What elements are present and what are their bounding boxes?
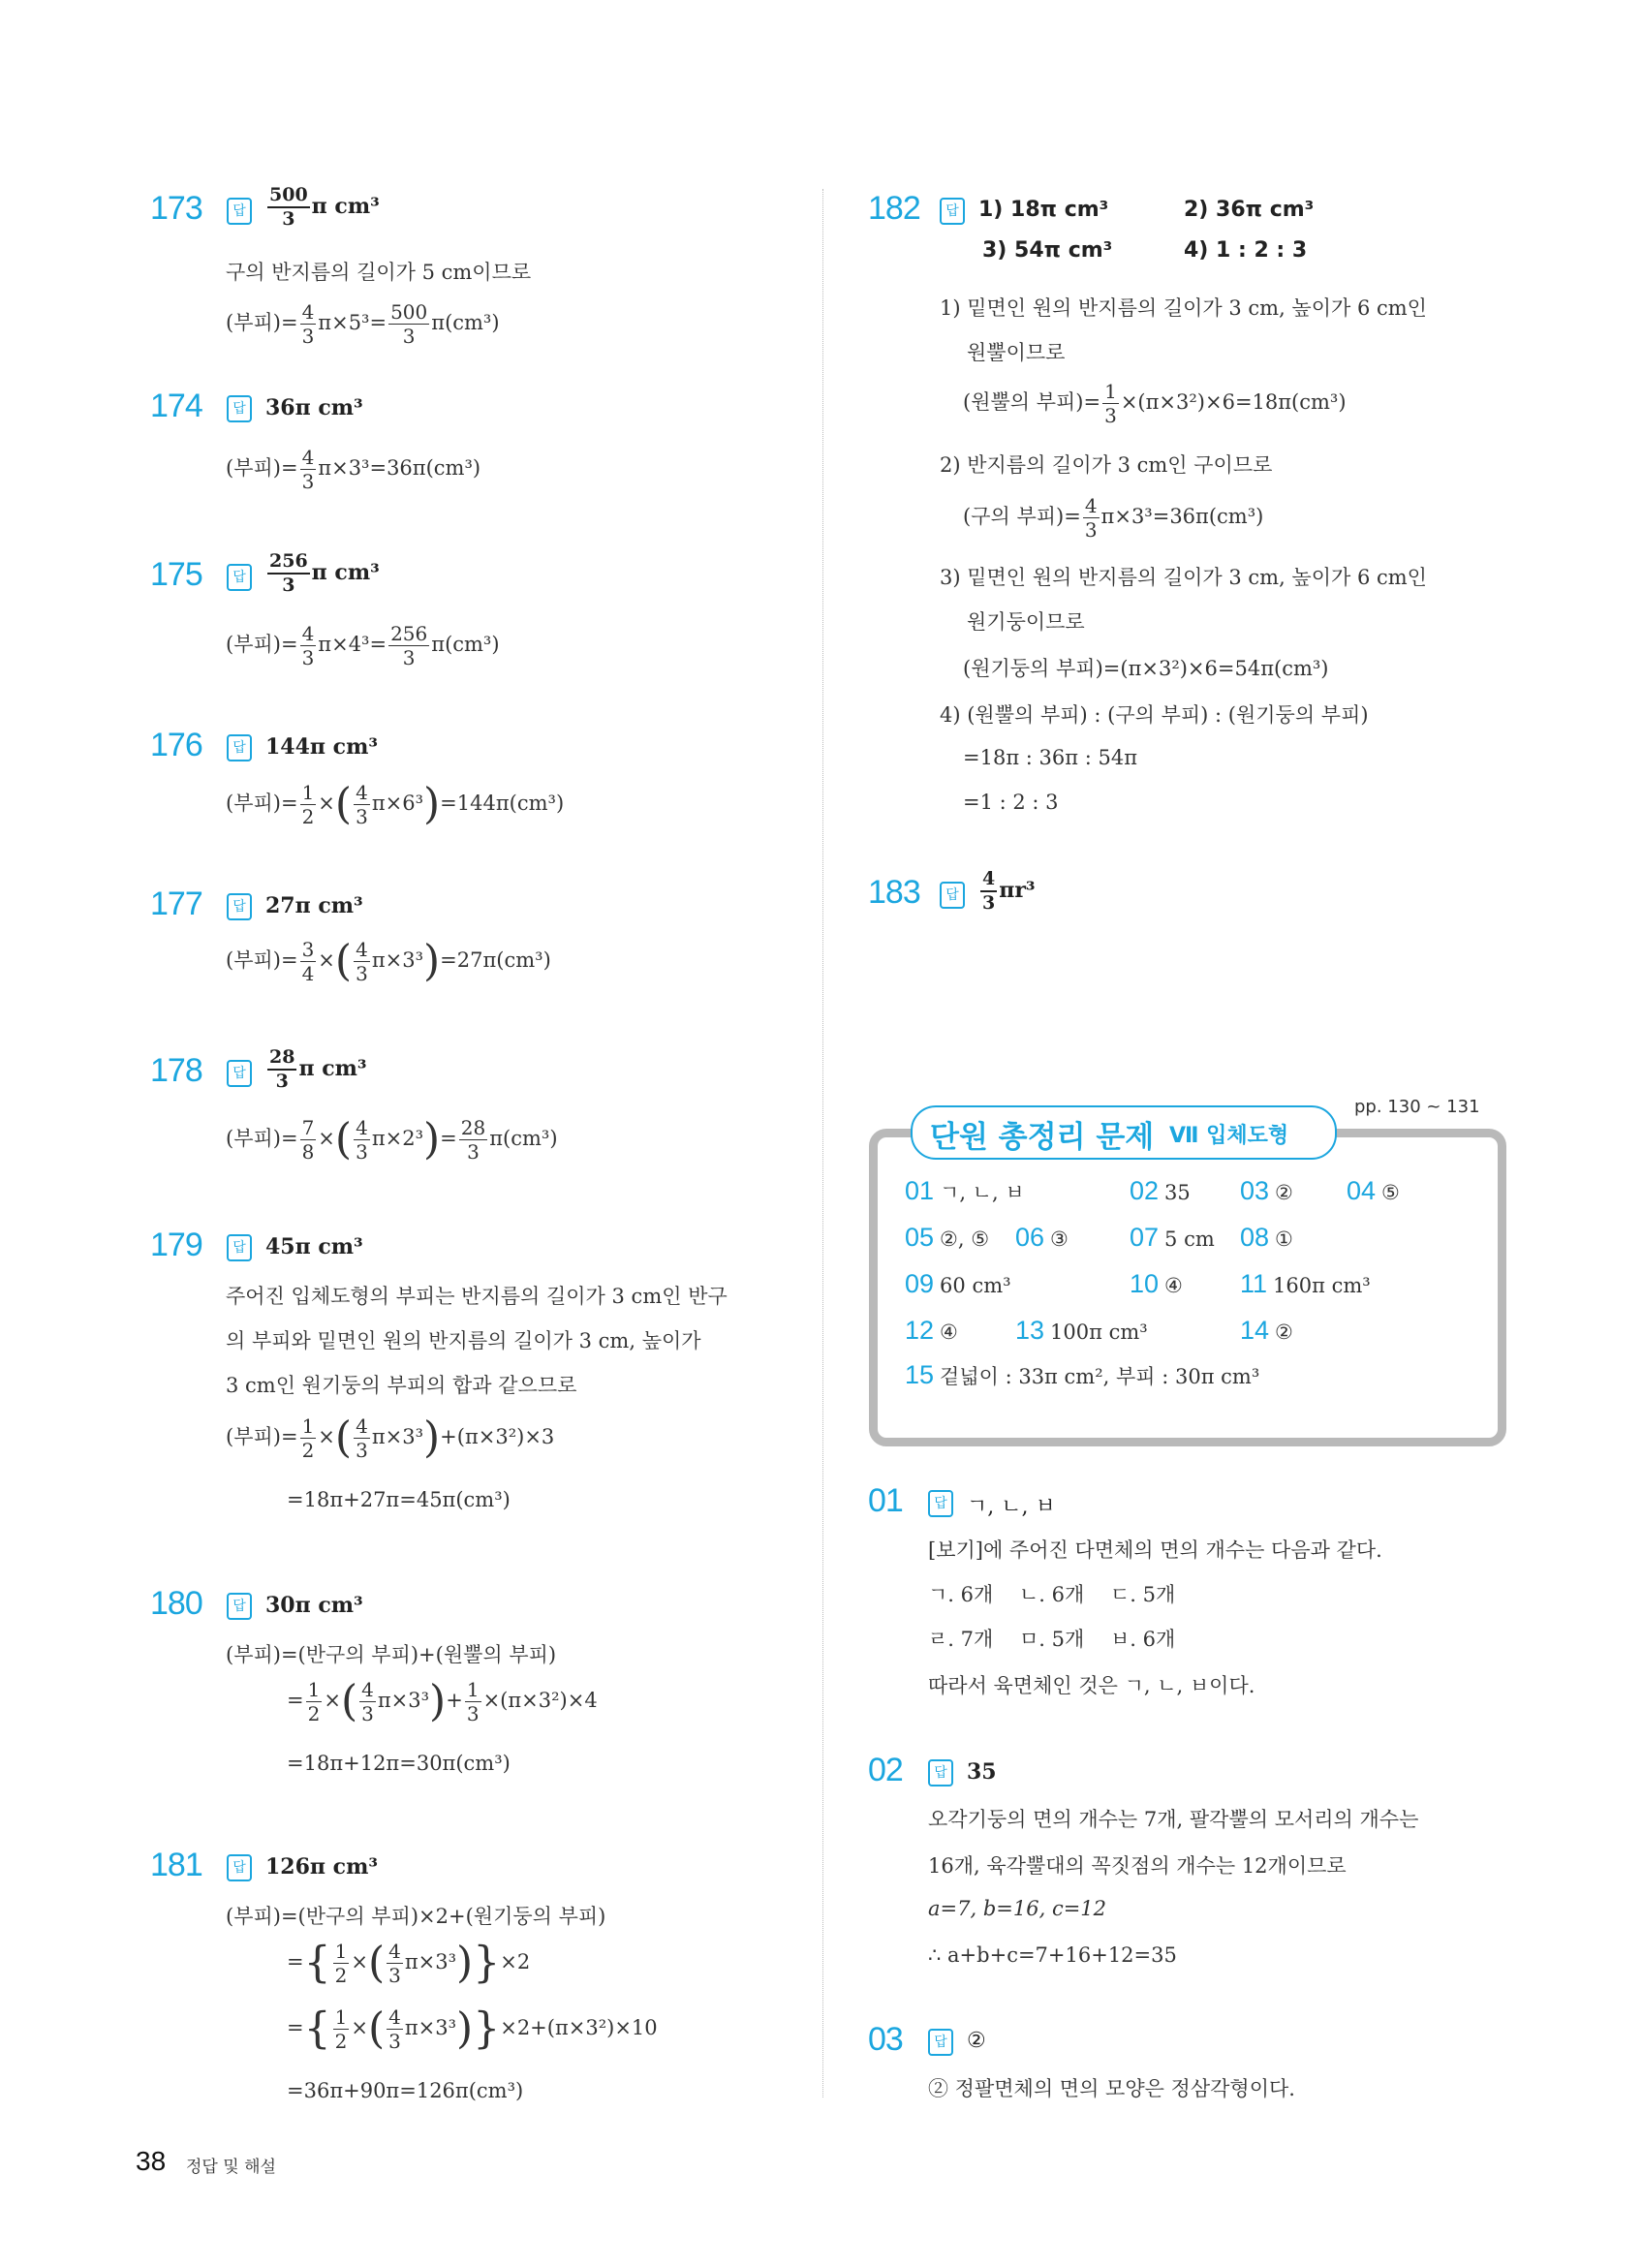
summary-item: 04 ⑤ [1347, 1176, 1400, 1205]
summary-title: 단원 총정리 문제 [930, 1120, 1155, 1155]
solution-line: =18π+12π=30π(cm³) [287, 1752, 511, 1775]
solution-formula: (부피)= $\frac{7}{8}$ ×( $\frac{4}{3}$ π×2³)= $\frac{28}{3}$ π(cm³) [226, 1114, 558, 1165]
solution-formula: (원뿔의 부피)= $\frac{1}{3}$ ×(π×3²)×6=18π(cm³) [963, 380, 1347, 427]
answer-3: 3) 54π cm³ [982, 238, 1113, 263]
summary-item: 05 ②, ⑤ [905, 1223, 990, 1252]
answer: ② [967, 2029, 986, 2053]
summary-item: 03 ② [1240, 1176, 1293, 1205]
answer: $\frac{4}{3}$ πr³ [982, 868, 1036, 914]
solution-line: (부피)=(반구의 부피)+(원뿔의 부피) [226, 1643, 557, 1666]
answer-badge: 답 [227, 1854, 252, 1881]
answer: 36π cm³ [265, 395, 363, 420]
summary-item: 02 35 [1130, 1176, 1191, 1205]
solution-line: =18π : 36π : 54π [963, 746, 1138, 769]
answer: 144π cm³ [265, 734, 378, 760]
solution-line: 4) (원뿔의 부피) : (구의 부피) : (원기둥의 부피) [940, 703, 1369, 727]
summary-item: 08 ① [1240, 1223, 1293, 1252]
solution-line: =36π+90π=126π(cm³) [287, 2079, 524, 2102]
answer-badge: 답 [227, 734, 252, 761]
answer: $\frac{28}{3}$ π cm³ [269, 1046, 367, 1092]
summary-item: 09 60 cm³ [905, 1269, 1011, 1298]
answer-badge: 답 [227, 893, 252, 920]
solution-line: 의 부피와 밑면인 원의 반지름의 길이가 3 cm, 높이가 [226, 1329, 701, 1352]
summary-item: 15 겉넓이 : 33π cm², 부피 : 30π cm³ [905, 1360, 1260, 1389]
summary-item: 06 ③ [1015, 1223, 1069, 1252]
solution-line: ㄹ. 7개 ㅁ. 5개 ㅂ. 6개 [928, 1628, 1176, 1651]
solution-line: ② 정팔면체의 면의 모양은 정삼각형이다. [928, 2077, 1295, 2100]
answer-badge: 답 [928, 1490, 953, 1517]
solution-line: ∴ a+b+c=7+16+12=35 [928, 1943, 1177, 1967]
problem-number: 181 [150, 1847, 202, 1883]
page-range: pp. 130 ~ 131 [1354, 1097, 1480, 1117]
solution-line: =1 : 2 : 3 [963, 791, 1059, 814]
page-number: 38 [136, 2146, 167, 2176]
answer-badge: 답 [928, 2029, 953, 2056]
solution-formula: (부피)= $\frac{4}{3}$ π×5³= $\frac{500}{3}$ π(cm³) [226, 300, 500, 348]
solution-formula: = $\frac{1}{2}$ ×( $\frac{4}{3}$ π×3³)+ $\frac{1}{3}$ ×(π×3²)×4 [287, 1676, 598, 1726]
summary-subtitle: Ⅶ 입체도형 [1169, 1124, 1289, 1148]
answer: 45π cm³ [265, 1234, 363, 1259]
solution-line: ㄱ. 6개 ㄴ. 6개 ㄷ. 5개 [928, 1583, 1176, 1606]
solution-line: 오각기둥의 면의 개수는 7개, 팔각뿔의 모서리의 개수는 [928, 1808, 1419, 1831]
answer: 30π cm³ [265, 1593, 363, 1618]
solution-line: (부피)=(반구의 부피)×2+(원기둥의 부피) [226, 1905, 606, 1928]
summary-item: 07 5 cm [1130, 1223, 1215, 1252]
solution-formula: (구의 부피)= $\frac{4}{3}$ π×3³=36π(cm³) [963, 494, 1264, 542]
solution-line: 16개, 육각뿔대의 꼭짓점의 개수는 12개이므로 [928, 1854, 1347, 1878]
solution-line: 원뿔이므로 [967, 341, 1066, 364]
answer: 27π cm³ [265, 893, 363, 918]
summary-item: 11 160π cm³ [1240, 1269, 1371, 1298]
problem-number: 183 [868, 874, 920, 911]
problem-number: 177 [150, 885, 202, 922]
problem-number: 176 [150, 727, 202, 763]
review-number: 03 [868, 2021, 903, 2058]
solution-line: =18π+27π=45π(cm³) [287, 1488, 511, 1511]
answer: ㄱ, ㄴ, ㅂ [967, 1495, 1056, 1519]
solution-formula: (부피)= $\frac{4}{3}$ π×4³= $\frac{256}{3}$ π(cm³) [226, 622, 500, 669]
answer-badge: 답 [227, 1060, 252, 1087]
answer: $\frac{500}{3}$ π cm³ [269, 184, 380, 230]
problem-number: 175 [150, 556, 202, 593]
review-number: 02 [868, 1752, 903, 1788]
solution-line: 2) 반지름의 길이가 3 cm인 구이므로 [940, 453, 1273, 477]
answer-badge: 답 [928, 1759, 953, 1786]
summary-item: 14 ② [1240, 1316, 1293, 1345]
answer-badge: 답 [227, 395, 252, 422]
answer-badge: 답 [227, 198, 252, 225]
answer-badge: 답 [227, 1593, 252, 1620]
solution-line: 원기둥이므로 [967, 610, 1085, 634]
page-footer-label: 정답 및 해설 [186, 2158, 276, 2177]
column-divider [822, 189, 823, 2097]
summary-item: 01 ㄱ, ㄴ, ㅂ [905, 1176, 1025, 1205]
solution-formula: (부피)= $\frac{4}{3}$ π×3³=36π(cm³) [226, 446, 481, 493]
solution-line: (원기둥의 부피)=(π×3²)×6=54π(cm³) [963, 657, 1329, 680]
solution-formula: (부피)= $\frac{3}{4}$ ×( $\frac{4}{3}$ π×3³)=27π(cm³) [226, 936, 551, 986]
problem-number: 182 [868, 190, 920, 227]
solution-formula: ={ $\frac{1}{2}$ ×( $\frac{4}{3}$ π×3³)}×2 [287, 1938, 531, 1988]
answer-1: 1) 18π cm³ [978, 198, 1109, 222]
solution-line: 구의 반지름의 길이가 5 cm이므로 [226, 261, 532, 284]
answer: 126π cm³ [265, 1854, 378, 1880]
answer-badge: 답 [227, 564, 252, 591]
answer-badge: 답 [940, 198, 965, 225]
solution-formula: (부피)= $\frac{1}{2}$ ×( $\frac{4}{3}$ π×3³)+(π×3²)×3 [226, 1413, 555, 1463]
answer-4: 4) 1 : 2 : 3 [1184, 238, 1308, 263]
summary-item: 10 ④ [1130, 1269, 1183, 1298]
problem-number: 178 [150, 1052, 202, 1089]
solution-line: 1) 밑면인 원의 반지름의 길이가 3 cm, 높이가 6 cm인 [940, 296, 1427, 320]
solution-formula: ={ $\frac{1}{2}$ ×( $\frac{4}{3}$ π×3³)}×2+(π×3²)×10 [287, 2004, 658, 2054]
answer-badge: 답 [227, 1234, 252, 1261]
problem-number: 174 [150, 388, 202, 424]
answer-badge: 답 [940, 882, 965, 909]
solution-line: 3 cm인 원기둥의 부피의 합과 같으므로 [226, 1374, 577, 1397]
solution-formula: (부피)= $\frac{1}{2}$ ×( $\frac{4}{3}$ π×6³)=144π(cm³) [226, 779, 565, 829]
answer-2: 2) 36π cm³ [1184, 198, 1315, 222]
answer: $\frac{256}{3}$ π cm³ [269, 550, 380, 596]
answer: 35 [967, 1759, 997, 1785]
solution-line: 따라서 육면체인 것은 ㄱ, ㄴ, ㅂ이다. [928, 1674, 1255, 1697]
problem-number: 180 [150, 1585, 202, 1622]
problem-number: 173 [150, 190, 202, 227]
solution-line: 주어진 입체도형의 부피는 반지름의 길이가 3 cm인 반구 [226, 1285, 728, 1308]
summary-item: 12 ④ [905, 1316, 958, 1345]
solution-line: [보기]에 주어진 다면체의 면의 개수는 다음과 같다. [928, 1538, 1382, 1562]
summary-item: 13 100π cm³ [1015, 1316, 1148, 1345]
solution-line: a=7, b=16, c=12 [928, 1897, 1107, 1920]
solution-line: 3) 밑면인 원의 반지름의 길이가 3 cm, 높이가 6 cm인 [940, 566, 1427, 589]
review-number: 01 [868, 1482, 903, 1519]
problem-number: 179 [150, 1227, 202, 1263]
